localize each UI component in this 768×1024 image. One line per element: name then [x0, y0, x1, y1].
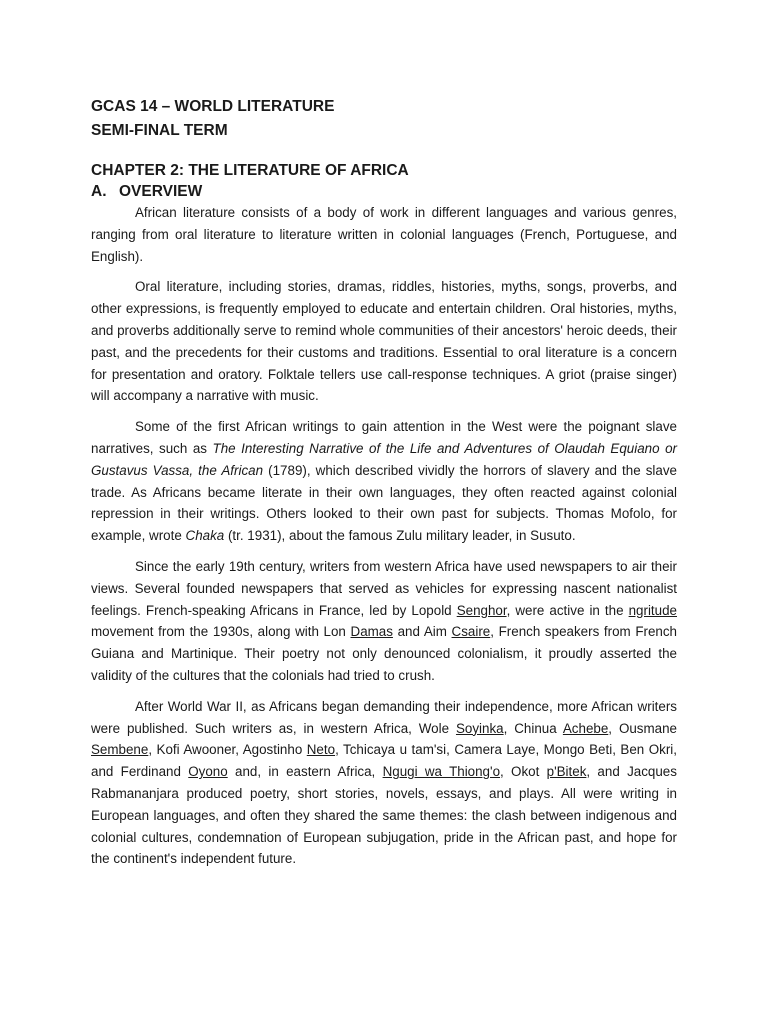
text-run: , and Jacques Rabmananjara produced poetry, short stories, novels, essays, and plays. All were writing in European languages, and often they shared the same themes: the clash between indigenous and colonial cultures, condemnation of European subjugation, pride in the African past, and hope for the continent's independent future. — [91, 764, 677, 867]
paragraph-slave-narratives — [91, 416, 677, 547]
text-run: and Aim — [392, 624, 452, 640]
book-title-chaka: Chaka — [185, 528, 225, 544]
section-title: OVERVIEW — [119, 183, 203, 200]
text-run: movement from the 1930s, along with Lon — [91, 624, 351, 640]
link-neto[interactable]: Neto — [306, 742, 336, 758]
text-run: (1789), which described vividly the horrors of slavery and the slave trade. As Africans became literate in their own languages, they often reacted against colonial repression in their writings. Others looked to their own past for subjects. Thomas Mofolo, for example, wrote — [91, 462, 677, 544]
text-run: , Okot — [500, 764, 547, 780]
text-run: Since the early 19th century, writers from western Africa have used newspapers to air their views. Several founded newspapers that served as vehicles for expressing nascent nationalist feelings. French-speaking Africans in France, led by Lopold — [91, 558, 677, 618]
paragraph-overview: African literature consists of a body of work in different languages and various genres, ranging from oral literature to literature written in colonial languages (French, Portuguese, and English). — [91, 205, 677, 264]
text-run: , Ousmane — [608, 720, 677, 736]
link-damas[interactable]: Damas — [350, 624, 393, 640]
text-run: and, in eastern Africa, — [227, 764, 383, 780]
section-heading — [91, 181, 677, 202]
chapter-title: CHAPTER 2: THE LITERATURE OF AFRICA — [91, 162, 409, 179]
link-achebe[interactable]: Achebe — [562, 720, 609, 736]
link-ngugi[interactable]: Ngugi wa Thiong'o — [382, 764, 501, 780]
term-title: SEMI-FINAL TERM — [91, 122, 228, 139]
section-number: A. — [91, 183, 107, 200]
text-run: , were active in the — [506, 602, 629, 618]
link-pbitek[interactable]: p'Bitek — [546, 764, 587, 780]
text-run: , Kofi Awooner, Agostinho — [148, 742, 307, 758]
link-negritude[interactable]: ngritude — [628, 602, 677, 618]
text-run: , Chinua — [503, 720, 563, 736]
link-oyono[interactable]: Oyono — [188, 764, 228, 780]
link-soyinka[interactable]: Soyinka — [455, 720, 504, 736]
link-cesaire[interactable]: Csaire — [451, 624, 491, 640]
paragraph-oral-literature: Oral literature, including stories, dramas, riddles, histories, myths, songs, proverbs, and other expressions, is frequently employed to educate and entertain children. Oral histories, myths, and proverbs additionally serve to remind whole communities of their ancestors' heroic deeds, their past, and the precedents for their customs and traditions. Essential to oral literature is a concern for presentation and oratory. Folktale tellers use call-response techniques. A griot (praise singer) will accompany a narrative with music. — [91, 279, 677, 404]
text-run: Some of the first African writings to gain attention in the West were the poignant slave narratives, such as — [91, 419, 677, 456]
paragraph-post-war-writers — [91, 696, 677, 870]
link-senghor[interactable]: Senghor — [456, 602, 507, 618]
course-title: GCAS 14 – WORLD LITERATURE — [91, 98, 335, 115]
book-title-equiano: The Interesting Narrative of the Life and Adventures of Olaudah Equiano or Gustavus Vassa, the African — [91, 440, 677, 478]
text-run: After World War II, as Africans began demanding their independence, more African writers were published. Such writers as, in western Africa, Wole — [91, 698, 677, 736]
text-run: , French speakers from French Guiana and Martinique. Their poetry not only denounced colonialism, it proudly asserted the validity of the cultures that the colonials had tried to crush. — [91, 624, 678, 683]
paragraph-newspapers — [91, 556, 677, 687]
text-run: , Tchicaya u tam'si, Camera Laye, Mongo Beti, Ben Okri, and Ferdinand — [91, 742, 677, 780]
link-sembene[interactable]: Sembene — [91, 742, 149, 758]
text-run: (tr. 1931), about the famous Zulu military leader, in Susuto. — [224, 528, 576, 544]
